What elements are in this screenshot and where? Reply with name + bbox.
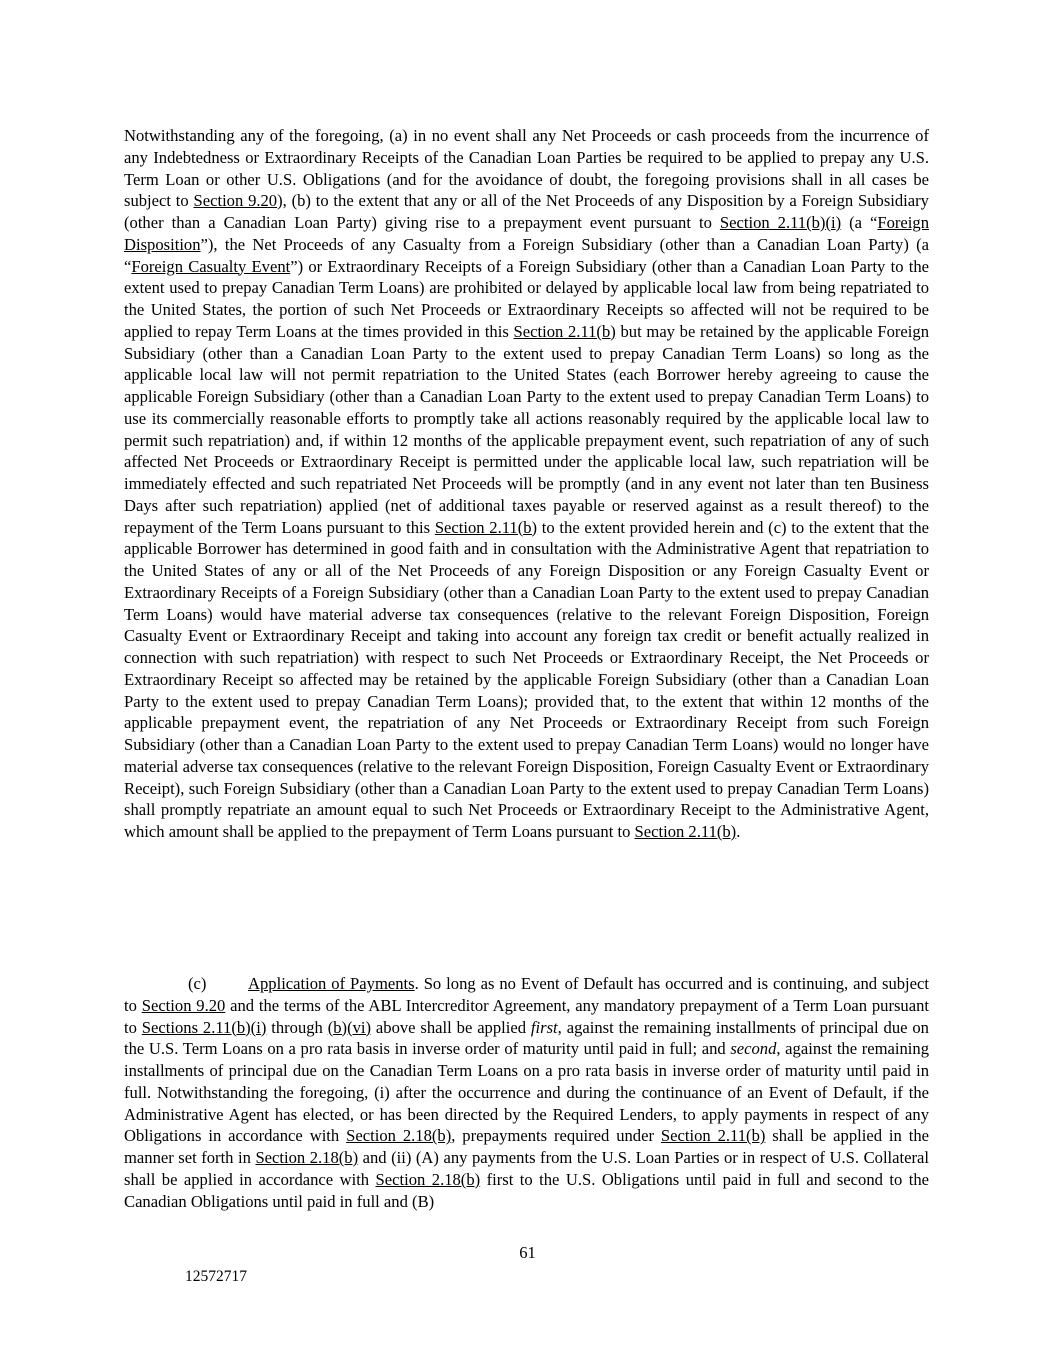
section-reference: Sections 2.11(b)(i) bbox=[141, 1017, 267, 1037]
paragraph-application-of-payments bbox=[124, 973, 929, 1212]
defined-term: Foreign Casualty Event bbox=[131, 256, 291, 276]
clause-heading: Application of Payments bbox=[248, 974, 415, 993]
section-reference: Section 2.18(b) bbox=[255, 1148, 359, 1167]
section-reference: Section 2.11(b) bbox=[434, 517, 538, 537]
section-reference: Section 9.20 bbox=[141, 995, 226, 1015]
text-segment: shall be applied in the manner set forth in bbox=[124, 1126, 930, 1167]
text-segment: above shall be applied bbox=[371, 1017, 531, 1037]
text-segment: ”), the Net Proceeds of any Casualty from a Foreign Subsidiary (other than a Canadian Loan Party) (a “ bbox=[124, 234, 929, 276]
text-segment: ”) or Extraordinary Receipts of a Foreign Subsidiary (other than a Canadian Loan Party to the extent used to prepay Canadian Term Loans) are prohibited or delayed by applicable local law from being repatriated to the United States, the portion of such Net Proceeds or Extraordinary Receipts so affected will not be required to be applied to repay Term Loans at the times provided in this bbox=[124, 256, 929, 341]
text-segment: . bbox=[736, 822, 741, 841]
section-reference: Section 9.20 bbox=[193, 191, 278, 211]
section-reference: Section 2.18(b) bbox=[375, 1169, 481, 1189]
document-id: 12572717 bbox=[185, 1268, 247, 1285]
text-segment: , against the remaining installments of principal due on the U.S. Term Loans on a pro rata basis in inverse order of maturity until paid in full; and bbox=[124, 1017, 929, 1059]
text-segment: , against the remaining installments of principal due on the Canadian Term Loans on a pro rata basis in inverse order of maturity until paid in full. Notwithstanding the foregoing, (i) after the occurrence and during the continuance of an Event of Default, if the Administrative Agent has elected, or has been directed by the Required Lenders, to apply payments in respect of any Obligations in accordance with bbox=[124, 1039, 929, 1146]
text-segment: but may be retained by the applicable Foreign Subsidiary (other than a Canadian Loan Party to the extent used to prepay Canadian Term Loans) so long as the applicable local law will not permit repatriation to the United States (each Borrower hereby agreeing to cause the applicable Foreign Subsidiary (other than a Canadian Loan Party to the extent used to prepay Canadian Term Loans) to use its commercially reasonable efforts to promptly take all actions reasonably required by the applicable local law to permit such repatriation) and, if within 12 months of the applicable prepayment event, such repatriation of any of such affected Net Proceeds or Extraordinary Receipt is permitted under the applicable local law, such repatriation will be immediately effected and such repatriated Net Proceeds will be promptly (and in any event not later than ten Business Days after such repatriation) applied (net of additional taxes payable or reserved against as a result thereof) to the repayment of the Term Loans pursuant to this bbox=[124, 321, 930, 537]
text-segment: ), (b) to the extent that any or all of the Net Proceeds of any Disposition by a Foreign Subsidiary (other than a Canadian Loan Party) giving rise to a prepayment event pursuant to bbox=[124, 191, 929, 232]
clause-label: (c) bbox=[188, 974, 207, 993]
section-reference: Section 2.11(b) bbox=[634, 822, 737, 841]
section-reference: (b)(vi) bbox=[327, 1017, 372, 1037]
text-segment: to the extent provided herein and (c) to the extent that the applicable Borrower has determined in good faith and in consultation with the Administrative Agent that repatriation to the United States of any or all of the Net Proceeds of any Foreign Disposition or any Foreign Casualty Event or Extraordinary Receipts of a Foreign Subsidiary (other than a Canadian Loan Party to the extent used to prepay Canadian Term Loans) would have material adverse tax consequences (relative to the relevant Foreign Disposition, Foreign Casualty Event or Extraordinary Receipt and taking into account any foreign tax credit or benefit actually realized in connection with such repatriation) with respect to such Net Proceeds or Extraordinary Receipt, the Net Proceeds or Extraordinary Receipt so affected may be retained by the applicable Foreign Subsidiary (other than a Canadian Loan Party to the extent used to prepay Canadian Term Loans); provided that, to the extent that within 12 months of the applicable prepayment event, the repatriation of any Net Proceeds or Extraordinary Receipt from such Foreign Subsidiary (other than a Canadian Loan Party to the extent used to prepay Canadian Term Loans) would no longer have material adverse tax consequences (relative to the relevant Foreign Disposition, Foreign Casualty Event or Extraordinary Receipt), such Foreign Subsidiary (other than a Canadian Loan Party to the extent used to prepay Canadian Term Loans) shall promptly repatriate an amount equal to such Net Proceeds or Extraordinary Receipt to the Administrative Agent, which amount shall be applied to the prepayment of Term Loans pursuant to bbox=[124, 517, 929, 841]
paragraph-notwithstanding bbox=[124, 125, 929, 843]
text-segment: first to the U.S. Obligations until paid in full and second to the Canadian Obligations until paid in full and (B) bbox=[124, 1169, 929, 1211]
text-segment: (a “ bbox=[841, 213, 878, 232]
emphasis-first: first bbox=[530, 1017, 558, 1037]
section-reference: Section 2.11(b)(i) bbox=[719, 213, 842, 232]
emphasis-second: second bbox=[730, 1039, 777, 1059]
text-segment: and the terms of the ABL Intercreditor Agreement, any mandatory prepayment of a Term Loan pursuant to bbox=[124, 995, 930, 1037]
defined-term: Foreign Disposition bbox=[124, 213, 929, 254]
text-segment: Notwithstanding any of the foregoing, (a) in no event shall any Net Proceeds or cash proceeds from the incurrence of any Indebtedness or Extraordinary Receipts of the Canadian Loan Parties be required to be applied to prepay any U.S. Term Loan or other U.S. Obligations (and for the avoidance of doubt, the foregoing provisions shall in all cases be subject to bbox=[124, 126, 929, 211]
text-segment: . So long as no Event of Default has occurred and is continuing, and subject to bbox=[124, 974, 929, 1015]
text-segment: , prepayments required under bbox=[451, 1126, 661, 1146]
section-reference: Section 2.11(b) bbox=[660, 1126, 766, 1146]
section-reference: Section 2.11(b) bbox=[513, 321, 616, 341]
text-segment: through bbox=[266, 1017, 328, 1037]
page-number: 61 bbox=[519, 1243, 536, 1262]
section-reference: Section 2.18(b) bbox=[346, 1126, 452, 1146]
text-segment: and (ii) (A) any payments from the U.S. Loan Parties or in respect of U.S. Collateral shall be applied in accordance with bbox=[124, 1148, 930, 1189]
